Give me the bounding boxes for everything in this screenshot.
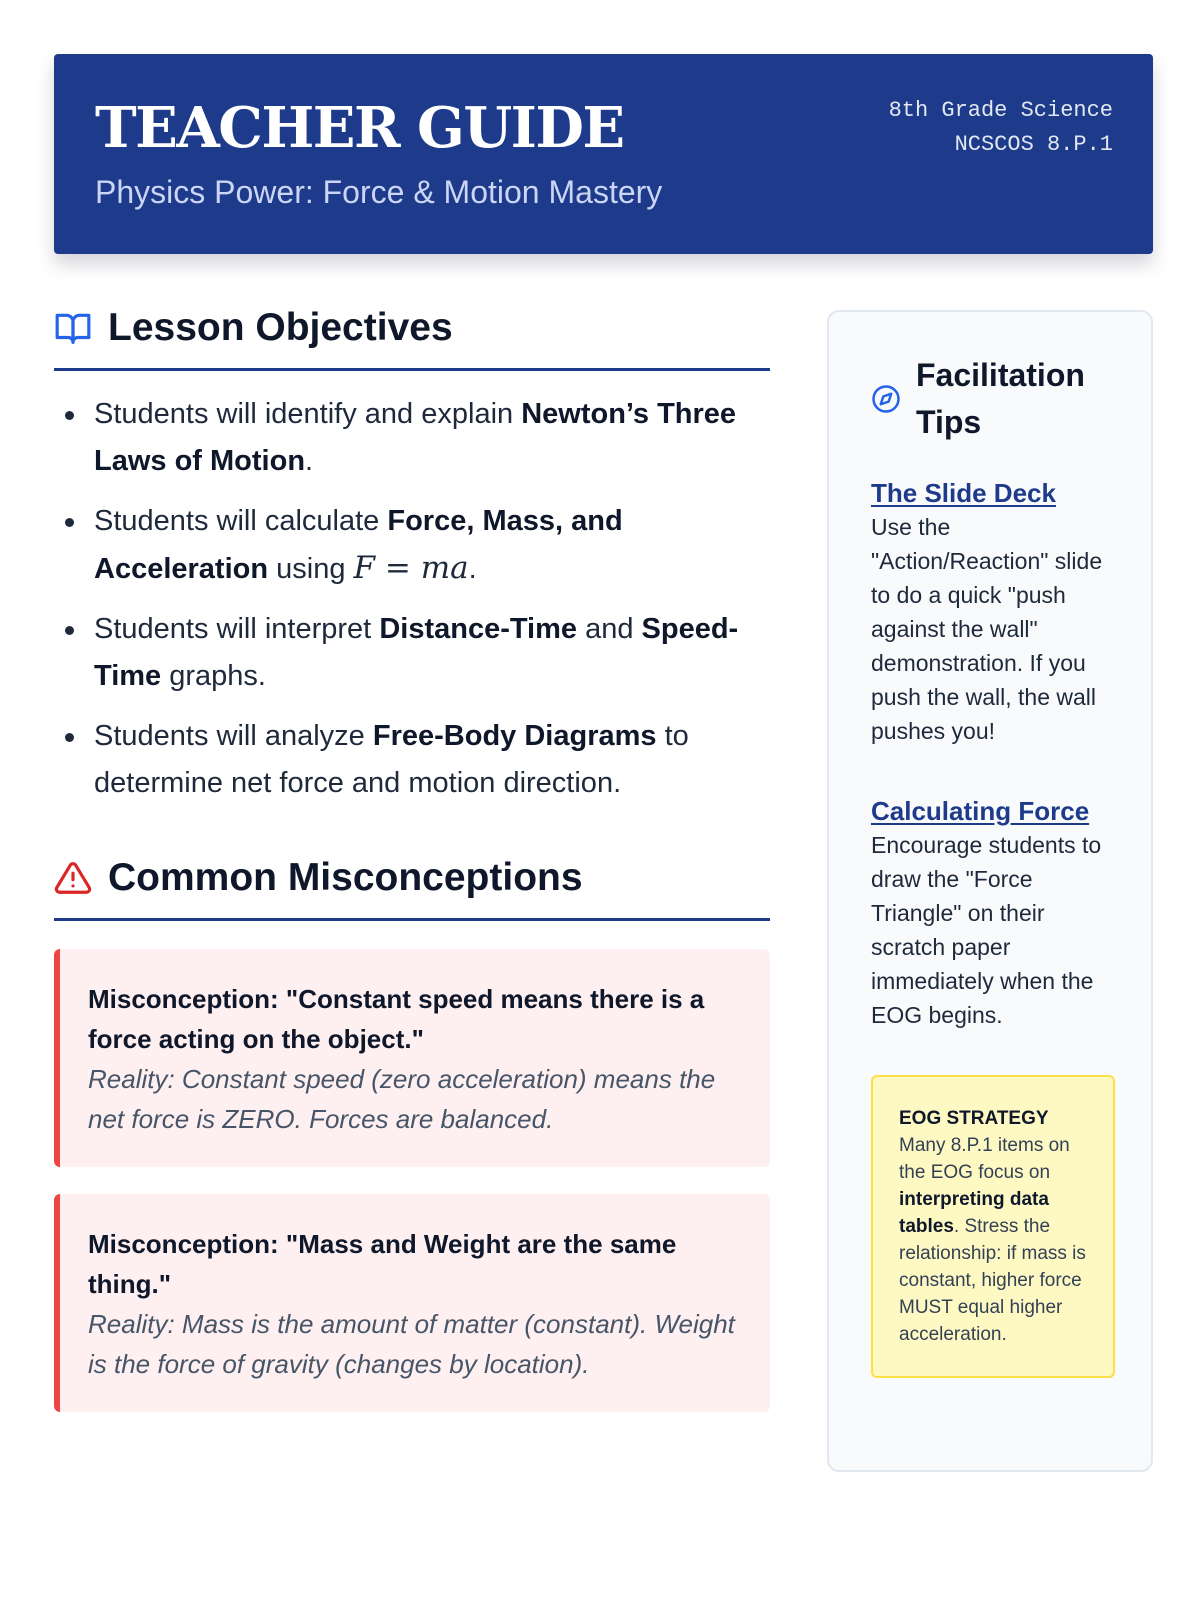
formula: F = ma xyxy=(353,549,469,586)
objective-bold: Force, Mass, and Acceleration xyxy=(94,504,623,585)
misconception-reality: Reality: Mass is the amount of matter (constant). Weight is the force of gravity (changes by location). xyxy=(88,1308,735,1379)
lesson-objectives-section xyxy=(54,305,770,807)
misconception-card xyxy=(54,949,770,1167)
objective-text: Students will identify and explain xyxy=(94,397,522,430)
alert-triangle-icon xyxy=(54,859,92,897)
strategy-text-part: . Stress the relationship: if mass is constant, higher force MUST equal higher acceleration. xyxy=(899,1216,1086,1345)
objective-text: and xyxy=(577,612,642,645)
sidebar-title: Facilitation Tips xyxy=(916,357,1085,440)
facilitation-tips-sidebar xyxy=(827,310,1153,1472)
main-column xyxy=(54,305,770,1412)
objective-item xyxy=(54,498,770,593)
page-title: TEACHER GUIDE xyxy=(95,95,624,161)
page-subtitle: Physics Power: Force & Motion Mastery xyxy=(95,174,663,210)
objectives-heading: Lesson Objectives xyxy=(108,306,453,349)
tip-link-slide-deck[interactable]: The Slide Deck xyxy=(871,478,1056,508)
misconception-reality: Reality: Constant speed (zero acceleration) means the net force is ZERO. Forces are balanced. xyxy=(88,1063,716,1134)
objective-bold: Newton’s Three Laws of Motion xyxy=(94,397,737,477)
objectives-list xyxy=(54,391,770,807)
objective-text: Students will calculate xyxy=(94,504,388,537)
book-open-icon xyxy=(54,309,92,347)
grade-label: 8th Grade Science xyxy=(888,98,1113,123)
section-heading xyxy=(54,855,770,921)
objective-text: . xyxy=(468,552,477,585)
compass-icon xyxy=(871,384,901,414)
objective-item xyxy=(54,391,770,485)
objective-bold: Speed-Time xyxy=(94,612,739,692)
section-heading xyxy=(54,305,770,371)
tip-item xyxy=(871,476,1111,748)
misconception-claim: Misconception: "Mass and Weight are the same thing." xyxy=(88,1228,677,1299)
objective-text: graphs. xyxy=(161,659,266,692)
misconception-card xyxy=(54,1194,770,1412)
header-meta xyxy=(889,94,1113,162)
tip-item xyxy=(871,794,1111,1032)
objective-text: . xyxy=(305,444,314,477)
strategy-text xyxy=(899,1132,1099,1348)
strategy-title: EOG STRATEGY xyxy=(899,1108,1049,1129)
objective-text: Students will interpret xyxy=(94,612,380,645)
objective-item xyxy=(54,713,770,807)
objective-text: using xyxy=(268,552,354,585)
standard-label: NCSCOS 8.P.1 xyxy=(954,132,1113,157)
objective-bold: Distance-Time xyxy=(379,612,578,645)
strategy-text-part: Many 8.P.1 items on the EOG focus on xyxy=(899,1135,1070,1183)
objective-item xyxy=(54,606,770,700)
objective-text: to determine net force and motion direction. xyxy=(94,719,689,799)
tip-body: Use the "Action/Reaction" slide to do a quick "push against the wall" demonstration. If you push the wall, the wall pushes you! xyxy=(871,514,1103,744)
strategy-text-bold: interpreting data tables xyxy=(899,1189,1049,1237)
tip-body: Encourage students to draw the "Force Triangle" on their scratch paper immediately when the EOG begins. xyxy=(871,832,1102,1028)
sidebar-heading xyxy=(871,352,1111,446)
eog-strategy-callout xyxy=(871,1075,1115,1378)
misconception-claim: Misconception: "Constant speed means there is a force acting on the object." xyxy=(88,983,705,1054)
objective-bold: Free-Body Diagrams xyxy=(372,719,657,752)
objective-text: Students will analyze xyxy=(94,719,373,752)
misconceptions-heading: Common Misconceptions xyxy=(108,855,583,899)
header-banner xyxy=(54,54,1153,254)
misconceptions-section xyxy=(54,855,770,1412)
tip-link-calculating-force[interactable]: Calculating Force xyxy=(871,796,1090,826)
